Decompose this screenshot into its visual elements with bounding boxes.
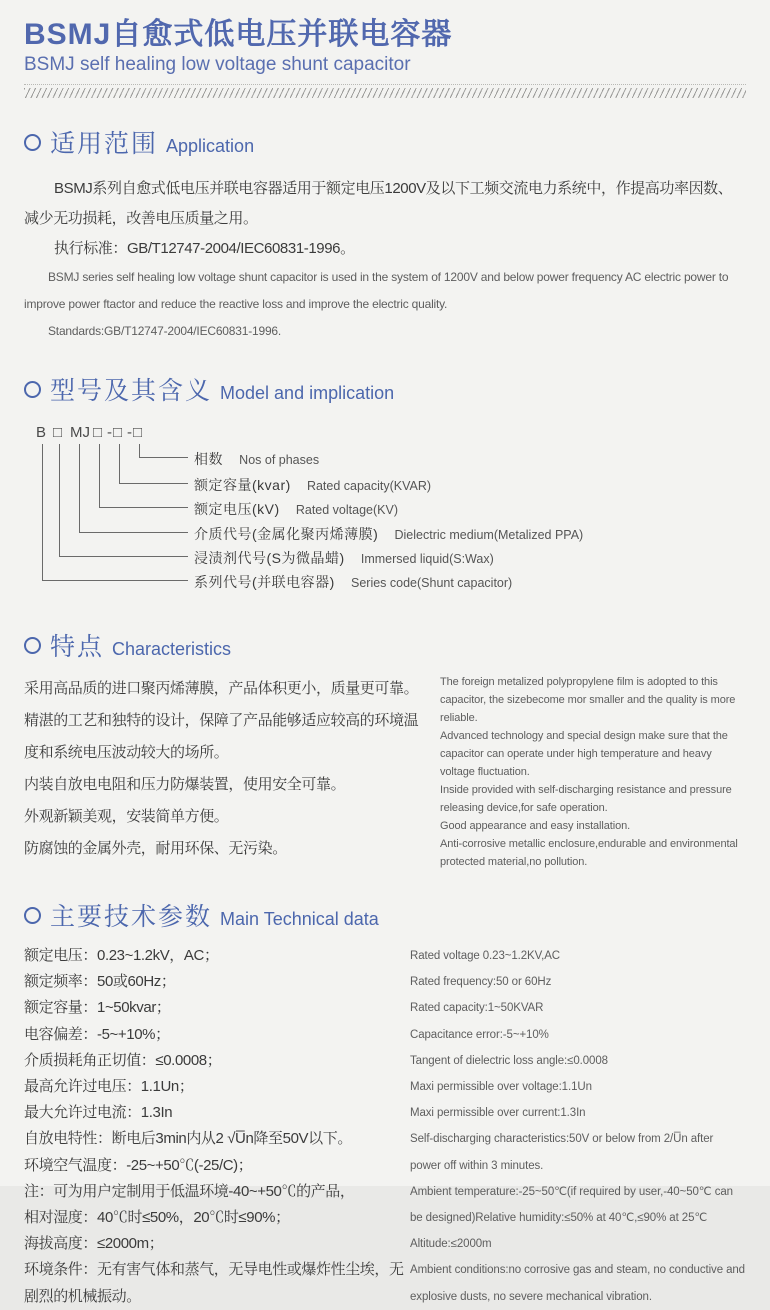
circle-icon — [24, 381, 41, 398]
technical-line-zh: 电容偏差：-5~+10%； — [24, 1025, 170, 1043]
model-label-phases — [194, 449, 319, 469]
characteristics-heading — [24, 627, 746, 663]
technical-heading-en: Main Technical data — [220, 909, 379, 929]
technical-list-zh — [24, 943, 410, 1310]
model-label-zh: 相数 — [194, 451, 223, 467]
technical-line-en: Self-discharging characteristics:50V or below from 2/U̅n after power off within 3 minutes. — [410, 1133, 714, 1172]
technical-line-en: Altitude:≤2000m — [410, 1238, 492, 1251]
technical-line-en: Capacitance error:-5~+10% — [410, 1028, 549, 1041]
technical-line-en: Maxi permissible over current:1.3In — [410, 1107, 586, 1120]
technical-line-en: Ambient temperature:-25~50℃(if required by user,-40~50℃ can be designed)Relative humidity:≤50% at 40℃,≤90% at 25℃ — [410, 1185, 733, 1225]
application-heading-en: Application — [166, 136, 255, 156]
model-label-en: Rated capacity(KVAR) — [306, 479, 432, 493]
technical-line-zh: 最高允许过电压：1.1Un； — [24, 1078, 194, 1096]
model-heading-en: Model and implication — [220, 383, 395, 403]
application-heading-zh: 适用范围 — [50, 130, 159, 158]
model-label-en: Nos of phases — [239, 453, 320, 467]
technical-line-en: Tangent of dielectric loss angle:≤0.0008 — [410, 1054, 608, 1067]
model-code-hyphen: - — [127, 424, 132, 441]
characteristic-item-en: Inside provided with self-discharging resistance and pressure releasing device,for safe operation. — [440, 784, 732, 814]
technical-line-en: Ambient conditions:no corrosive gas and steam, no conductive and explosive dusts, no severe mechanical vibration. — [410, 1264, 745, 1303]
circle-icon — [24, 134, 41, 151]
technical-line-zh: 环境空气温度：-25~+50℃(-25/C)； — [24, 1156, 253, 1174]
model-label-zh: 额定容量(kvar) — [194, 477, 291, 493]
model-label-en: Series code(Shunt capacitor) — [351, 576, 513, 590]
model-label-immersed — [194, 548, 494, 568]
characteristics-heading-zh: 特点 — [50, 633, 105, 661]
technical-heading — [24, 897, 746, 933]
characteristic-item-zh: 外观新颖美观，安装简单方便。 — [24, 808, 229, 825]
characteristic-item-zh: 防腐蚀的金属外壳，耐用环保、无污染。 — [24, 840, 287, 857]
page-header — [24, 18, 746, 98]
model-heading — [24, 371, 746, 407]
technical-line-zh: 海拔高度：≤2000m； — [24, 1235, 164, 1253]
section-characteristics — [24, 627, 746, 871]
characteristic-item-en: Anti-corrosive metallic enclosure,endurable and environmental protected material,no pollution. — [440, 838, 738, 868]
characteristic-item-en: Advanced technology and special design make sure that the capacitor can operate under high temperature and heavy voltage fluctuation. — [440, 730, 728, 778]
technical-list-en — [410, 943, 746, 1310]
page-title-en: BSMJ self healing low voltage shunt capacitor — [24, 54, 411, 75]
dotted-divider — [24, 84, 746, 85]
section-application — [24, 124, 746, 345]
hatch-divider — [24, 88, 746, 98]
characteristic-item-zh: 精湛的工艺和独特的设计，保障了产品能够适应较高的环境温度和系统电压波动较大的场所。 — [24, 712, 419, 761]
technical-line-zh: 额定容量：1~50kvar； — [24, 999, 171, 1017]
technical-line-en: Rated capacity:1~50KVAR — [410, 1002, 544, 1015]
technical-line-en: Rated frequency:50 or 60Hz — [410, 976, 552, 989]
technical-line-zh: 注：可为用户定制用于低温环境-40~+50℃的产品， — [24, 1182, 355, 1200]
model-label-dielectric — [194, 524, 583, 544]
model-label-en: Immersed liquid(S:Wax) — [360, 552, 494, 566]
characteristic-item-en: The foreign metalized polypropylene film is adopted to this capacitor, the sizebecome mor smaller and the quality is more reliable. — [440, 676, 736, 724]
section-model — [24, 371, 746, 601]
technical-line-en: Maxi permissible over voltage:1.1Un — [410, 1081, 592, 1094]
model-code-box: □ — [113, 424, 123, 441]
technical-line-zh: 额定频率：50或60Hz； — [24, 973, 176, 991]
model-label-series — [194, 572, 512, 592]
model-label-en: Dielectric medium(Metalized PPA) — [394, 528, 584, 542]
application-standard-zh: 执行标准：GB/T12747-2004/IEC60831-1996。 — [54, 240, 355, 257]
model-code-hyphen: - — [107, 424, 112, 441]
model-label-capacity — [194, 475, 431, 495]
model-code-part: MJ — [70, 424, 90, 441]
model-label-zh: 介质代号(金属化聚丙烯薄膜) — [194, 526, 379, 542]
characteristics-list-en — [440, 673, 746, 871]
technical-line-zh: 环境条件：无有害气体和蒸气，无导电性或爆炸性尘埃，无剧烈的机械振动。 — [24, 1261, 404, 1305]
circle-icon — [24, 907, 41, 924]
model-heading-zh: 型号及其含义 — [50, 377, 213, 405]
characteristic-item-en: Good appearance and easy installation. — [440, 820, 631, 832]
technical-line-zh: 额定电压：0.23~1.2kV，AC； — [24, 947, 219, 964]
page-title-zh: BSMJ自愈式低电压并联电容器 — [24, 18, 453, 51]
application-standard-en: Standards:GB/T12747-2004/IEC60831-1996. — [48, 324, 282, 338]
circle-icon — [24, 637, 41, 654]
application-paragraph-en: BSMJ series self healing low voltage shunt capacitor is used in the system of 1200V and below power frequency AC electric power to improve power ftactor and reduce the reactive loss and improve the electric quality. — [24, 270, 729, 311]
technical-line-zh: 自放电特性：断电后3min内从2 √U̅n降至50V以下。 — [24, 1130, 352, 1148]
technical-heading-zh: 主要技术参数 — [50, 903, 213, 931]
model-label-zh: 额定电压(kV) — [194, 501, 280, 517]
model-code-part: B — [36, 424, 47, 441]
application-heading — [24, 124, 746, 160]
technical-line-zh: 介质损耗角正切值：≤0.0008； — [24, 1051, 222, 1069]
connector-line — [42, 444, 188, 581]
characteristics-heading-en: Characteristics — [112, 639, 232, 659]
model-code-box: □ — [53, 424, 63, 441]
model-code-box: □ — [93, 424, 103, 441]
characteristic-item-zh: 内装自放电电阻和压力防爆装置，使用安全可靠。 — [24, 776, 346, 793]
model-label-zh: 浸渍剂代号(S为微晶蜡) — [194, 550, 345, 566]
model-label-zh: 系列代号(并联电容器) — [194, 574, 335, 590]
technical-line-zh: 最大允许过电流：1.3In — [24, 1104, 173, 1122]
model-label-en: Rated voltage(KV) — [295, 503, 398, 517]
section-technical — [24, 897, 746, 1310]
characteristics-list-zh — [24, 673, 428, 871]
application-paragraph-zh: BSMJ系列自愈式低电压并联电容器适用于额定电压1200V及以下工频交流电力系统中，作提高功率因数、减少无功损耗，改善电压质量之用。 — [24, 180, 733, 227]
technical-line-zh: 相对湿度：40℃时≤50%，20℃时≤90%； — [24, 1209, 290, 1227]
model-label-voltage — [194, 499, 398, 519]
model-code-box: □ — [133, 424, 143, 441]
characteristic-item-zh: 采用高品质的进口聚丙烯薄膜，产品体积更小，质量更可靠。 — [24, 680, 419, 697]
model-code-diagram — [24, 423, 746, 601]
technical-line-en: Rated voltage 0.23~1.2KV,AC — [410, 950, 561, 962]
